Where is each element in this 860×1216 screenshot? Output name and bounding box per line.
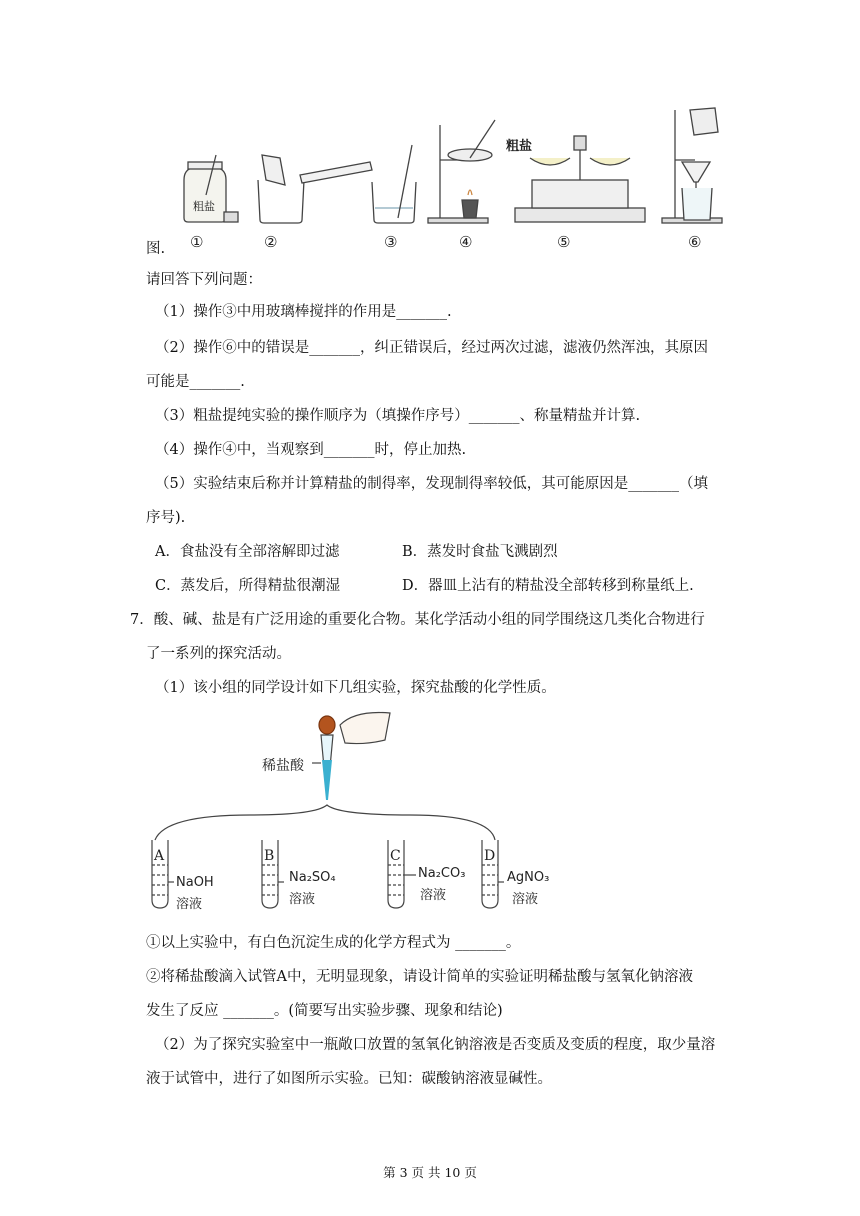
q6-intro: 请回答下列问题： xyxy=(146,272,262,288)
q6-option-b: B．蒸发时食盐飞溅剧烈 xyxy=(402,544,558,560)
q6-part-5b: 序号). xyxy=(146,510,186,526)
tube-c-suffix: 溶液 xyxy=(420,888,447,903)
q6-part-5a: （5）实验结束后称并计算精盐的制得率，发现制得率较低，其可能原因是_______（填 xyxy=(155,476,708,492)
balance-label: 粗盐 xyxy=(506,139,533,154)
step-3-label: ③ xyxy=(384,233,398,251)
q7-sub-2a: ②将稀盐酸滴入试管A中，无明显现象，请设计简单的实验证明稀盐酸与氢氧化钠溶液 xyxy=(146,969,693,985)
q6-option-a: A．食盐没有全部溶解即过滤 xyxy=(155,544,340,560)
jar-label: 粗盐 xyxy=(193,200,215,213)
apparatus-figure xyxy=(170,100,740,235)
q6-option-d: D．器皿上沾有的精盐没全部转移到称量纸上. xyxy=(402,578,694,594)
tube-b-reagent: Na₂SO₄ xyxy=(289,870,336,885)
q7-part-1: （1）该小组的同学设计如下几组实验，探究盐酸的化学性质。 xyxy=(155,680,556,696)
tube-a-suffix: 溶液 xyxy=(176,897,203,912)
q6-option-c: C．蒸发后，所得精盐很潮湿 xyxy=(155,578,341,594)
tube-c-letter: C xyxy=(390,848,401,864)
tube-b-suffix: 溶液 xyxy=(289,892,316,907)
q7-stem-2: 了一系列的探究活动。 xyxy=(146,646,291,662)
q7-part-2b: 液于试管中，进行了如图所示实验。已知：碳酸钠溶液显碱性。 xyxy=(146,1071,552,1087)
step-1-label: ① xyxy=(190,233,204,251)
page-footer: 第 3 页 共 10 页 xyxy=(383,1165,477,1180)
tube-d-suffix: 溶液 xyxy=(512,892,539,907)
tube-d-reagent: AgNO₃ xyxy=(507,870,550,885)
q7-sub-2b: 发生了反应 _______。(简要写出实验步骤、现象和结论) xyxy=(146,1003,503,1019)
step-4-label: ④ xyxy=(459,233,473,251)
tube-d-letter: D xyxy=(484,848,496,864)
q6-part-2b: 可能是_______. xyxy=(146,374,245,390)
step-6-label: ⑥ xyxy=(688,233,702,251)
q6-part-4: （4）操作④中，当观察到_______时，停止加热. xyxy=(155,442,467,458)
tube-c-reagent: Na₂CO₃ xyxy=(418,866,466,881)
step-2-label: ② xyxy=(264,233,278,251)
q7-stem-1: 7．酸、碱、盐是有广泛用途的重要化合物。某化学活动小组的同学围绕这几类化合物进行 xyxy=(130,612,705,628)
q6-part-3: （3）粗盐提纯实验的操作顺序为（填操作序号）_______、称量精盐并计算. xyxy=(155,408,641,424)
q6-part-2a: （2）操作⑥中的错误是_______，纠正错误后，经过两次过滤，滤液仍然浑浊，其原因 xyxy=(155,340,708,356)
q6-part-1: （1）操作③中用玻璃棒搅拌的作用是_______. xyxy=(155,304,452,320)
step-5-label: ⑤ xyxy=(557,233,571,251)
q7-part-2a: （2）为了探究实验室中一瓶敞口放置的氢氧化钠溶液是否变质及变质的程度，取少量溶 xyxy=(155,1037,716,1053)
figure-caption: 图. xyxy=(146,241,166,257)
dropper-label: 稀盐酸 xyxy=(262,758,304,774)
tube-b-letter: B xyxy=(264,848,275,864)
q7-sub-1: ①以上实验中，有白色沉淀生成的化学方程式为 _______。 xyxy=(146,935,521,951)
tube-a-reagent: NaOH xyxy=(176,875,214,890)
tube-a-letter: A xyxy=(154,848,165,864)
